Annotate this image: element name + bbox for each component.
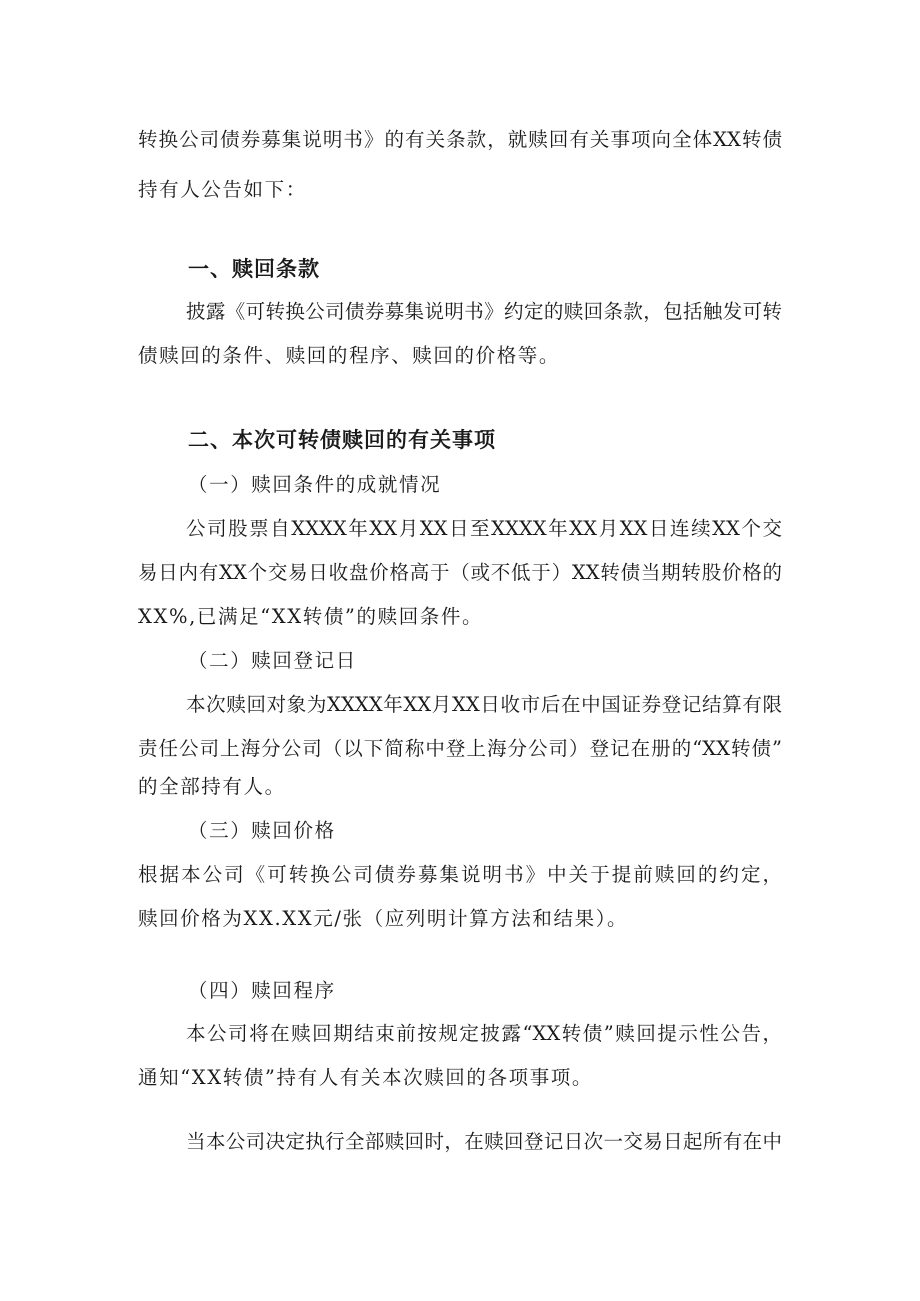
subsection-4-line-2: 通知“XX转债”持有人有关本次赎回的各项事项。 bbox=[138, 1066, 594, 1089]
subsection-4-title: （四）赎回程序 bbox=[188, 979, 336, 1002]
intro-line-2: 持有人公告如下： bbox=[138, 178, 307, 201]
subsection-4-line-1: 本公司将在赎回期结束前按规定披露“XX转债”赎回提示性公告， bbox=[186, 1022, 782, 1045]
subsection-1-title: （一）赎回条件的成就情况 bbox=[188, 473, 442, 496]
subsection-2-line-1: 本次赎回对象为XXXX年XX月XX日收市后在中国证券登记结算有限 bbox=[186, 693, 782, 716]
section-1-heading: 一、赎回条款 bbox=[188, 257, 320, 281]
subsection-1-line-1: 公司股票自XXXX年XX月XX日至XXXX年XX月XX日连续XX个交 bbox=[186, 517, 782, 540]
subsection-3-line-2: 赎回价格为XX.XX元/张（应列明计算方法和结果）。 bbox=[138, 907, 629, 930]
subsection-2-title: （二）赎回登记日 bbox=[188, 649, 357, 672]
intro-line-1: 转换公司债券募集说明书》的有关条款，就赎回有关事项向全体XX转债 bbox=[138, 128, 782, 151]
subsection-3-title: （三）赎回价格 bbox=[188, 819, 336, 842]
section-2-heading: 二、本次可转债赎回的有关事项 bbox=[188, 428, 496, 452]
subsection-2-line-3: 的全部持有人。 bbox=[138, 775, 286, 798]
subsection-3-line-1: 根据本公司《可转换公司债券募集说明书》中关于提前赎回的约定， bbox=[138, 863, 782, 886]
subsection-2-line-2: 责任公司上海分公司（以下简称中登上海分公司）登记在册的“XX转债” bbox=[138, 737, 782, 760]
subsection-1-line-3: XX%,已满足“XX转债”的赎回条件。 bbox=[138, 605, 484, 628]
subsection-1-line-2: 易日内有XX个交易日收盘价格高于（或不低于）XX转债当期转股价格的 bbox=[138, 561, 782, 584]
section-1-para-line-2: 债赎回的条件、赎回的程序、赎回的价格等。 bbox=[138, 344, 561, 367]
section-1-para-line-1: 披露《可转换公司债券募集说明书》约定的赎回条款，包括触发可转 bbox=[186, 300, 782, 323]
subsection-4-line-3: 当本公司决定执行全部赎回时，在赎回登记日次一交易日起所有在中 bbox=[186, 1130, 782, 1153]
